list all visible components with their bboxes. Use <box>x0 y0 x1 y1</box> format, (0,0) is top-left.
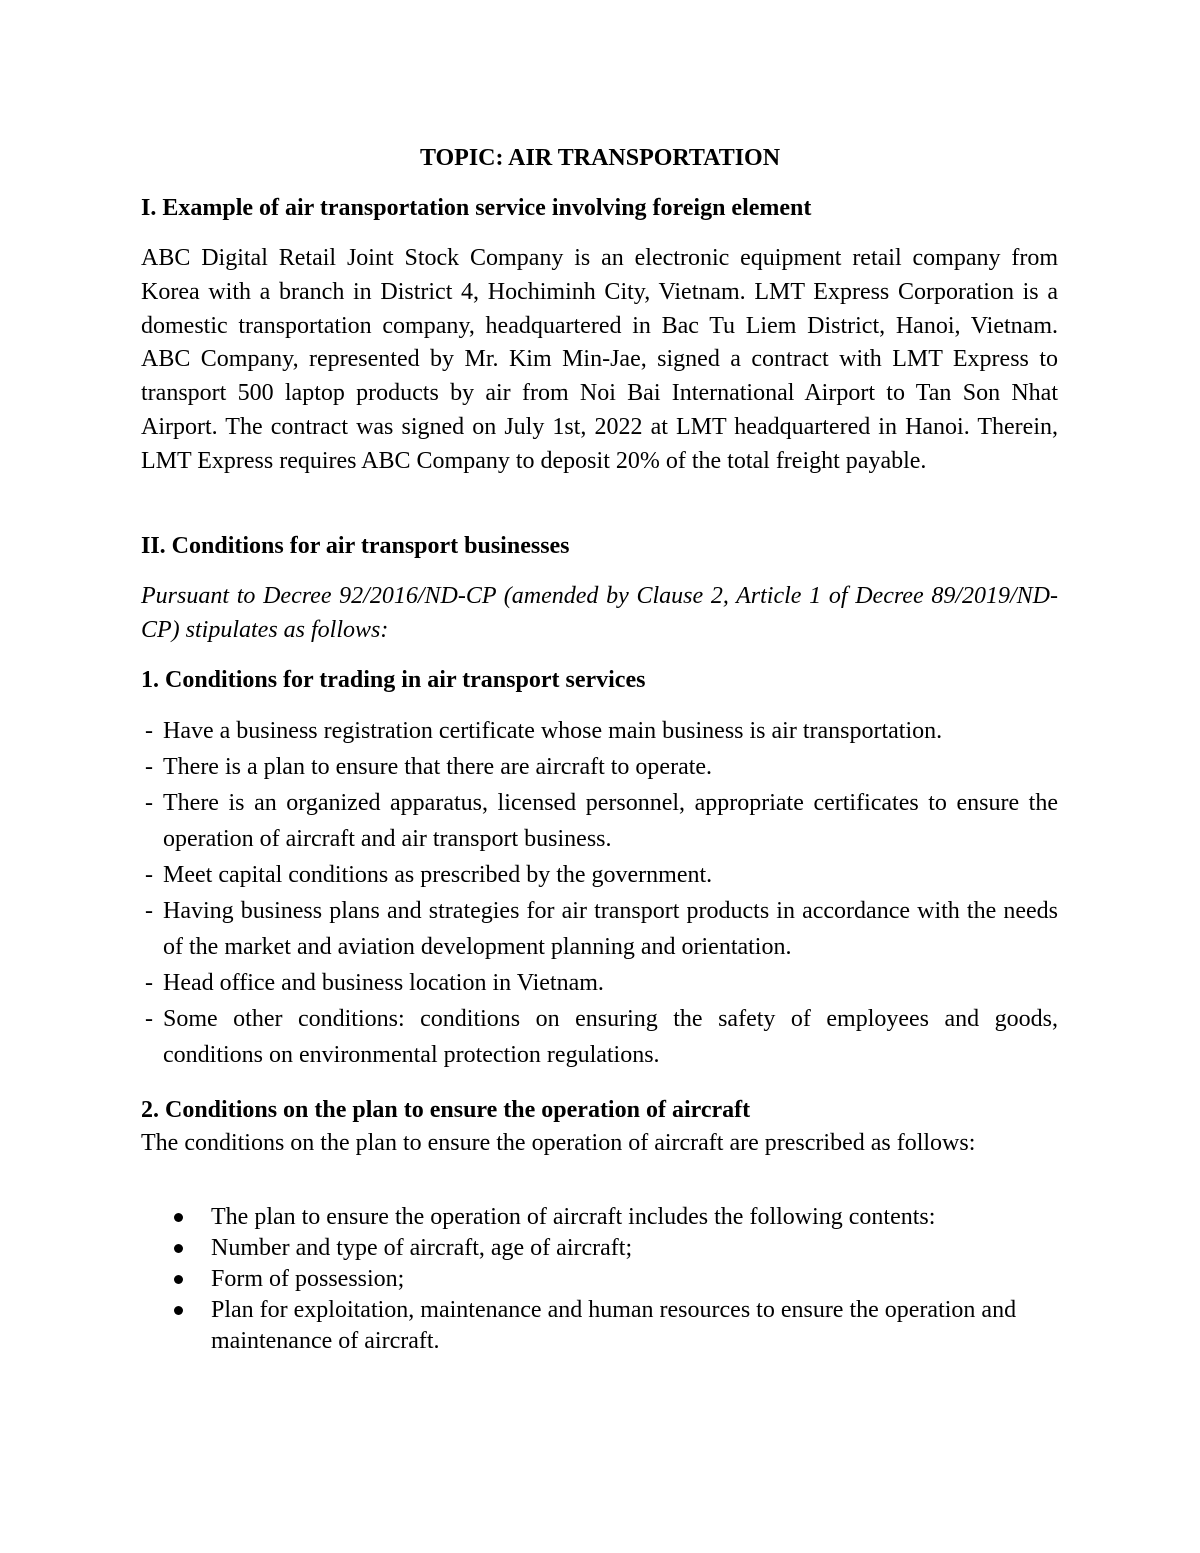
list-item: - Meet capital conditions as prescribed by the government. <box>145 857 1058 893</box>
list-item: - There is an organized apparatus, licensed personnel, appropriate certificates to ensure the operation of aircraft and air transport business. <box>145 785 1058 857</box>
subsection-2-heading: 2. Conditions on the plan to ensure the operation of aircraft <box>141 1097 751 1123</box>
conditions-list <box>145 713 1058 1073</box>
section-2-intro: Pursuant to Decree 92/2016/ND-CP (amended by Clause 2, Article 1 of Decree 89/2019/ND-CP) stipulates as follows: <box>141 583 1058 643</box>
list-item: - Some other conditions: conditions on ensuring the safety of employees and goods, conditions on environmental protection regulations. <box>145 1001 1058 1073</box>
bullet-dot-icon <box>174 1213 183 1222</box>
section-2-heading: II. Conditions for air transport businesses <box>141 533 570 559</box>
dash-marker: - <box>145 970 153 996</box>
subsection-1-heading: 1. Conditions for trading in air transport services <box>141 667 646 693</box>
list-item: - Have a business registration certificate whose main business is air transportation. <box>145 713 1058 749</box>
dash-marker: - <box>145 790 153 816</box>
dash-marker: - <box>145 862 153 888</box>
bullet-item: Plan for exploitation, maintenance and human resources to ensure the operation and maintenance of aircraft. <box>141 1295 1041 1357</box>
bullet-dot-icon <box>174 1306 183 1315</box>
dash-marker: - <box>145 754 153 780</box>
plan-bullet-list <box>141 1202 1041 1357</box>
section-1-paragraph: ABC Digital Retail Joint Stock Company is an electronic equipment retail company from Korea with a branch in District 4, Hochiminh City, Vietnam. LMT Express Corporation is a domestic transportation company, headquartered in Bac Tu Liem District, Hanoi, Vietnam. ABC Company, represented by Mr. Kim Min-Jae, signed a contract with LMT Express to transport 500 laptop products by air from Noi Bai International Airport to Tan Son Nhat Airport. The contract was signed on July 1st, 2022 at LMT headquartered in Hanoi. Therein, LMT Express requires ABC Company to deposit 20% of the total freight payable. <box>141 245 1058 474</box>
list-item: - Having business plans and strategies for air transport products in accordance with the needs of the market and aviation development planning and orientation. <box>145 893 1058 965</box>
subsection-2-intro: The conditions on the plan to ensure the operation of aircraft are prescribed as follows: <box>141 1130 976 1156</box>
bullet-item: The plan to ensure the operation of aircraft includes the following contents: <box>141 1202 1041 1233</box>
dash-marker: - <box>145 718 153 744</box>
list-item: - Head office and business location in Vietnam. <box>145 965 1058 1001</box>
dash-marker: - <box>145 1006 153 1032</box>
document-title: TOPIC: AIR TRANSPORTATION <box>419 145 781 171</box>
list-item: - There is a plan to ensure that there are aircraft to operate. <box>145 749 1058 785</box>
dash-marker: - <box>145 898 153 924</box>
bullet-dot-icon <box>174 1244 183 1253</box>
bullet-item: Form of possession; <box>141 1264 1041 1295</box>
section-1-heading: I. Example of air transportation service involving foreign element <box>141 195 812 221</box>
bullet-item: Number and type of aircraft, age of aircraft; <box>141 1233 1041 1264</box>
bullet-dot-icon <box>174 1275 183 1284</box>
